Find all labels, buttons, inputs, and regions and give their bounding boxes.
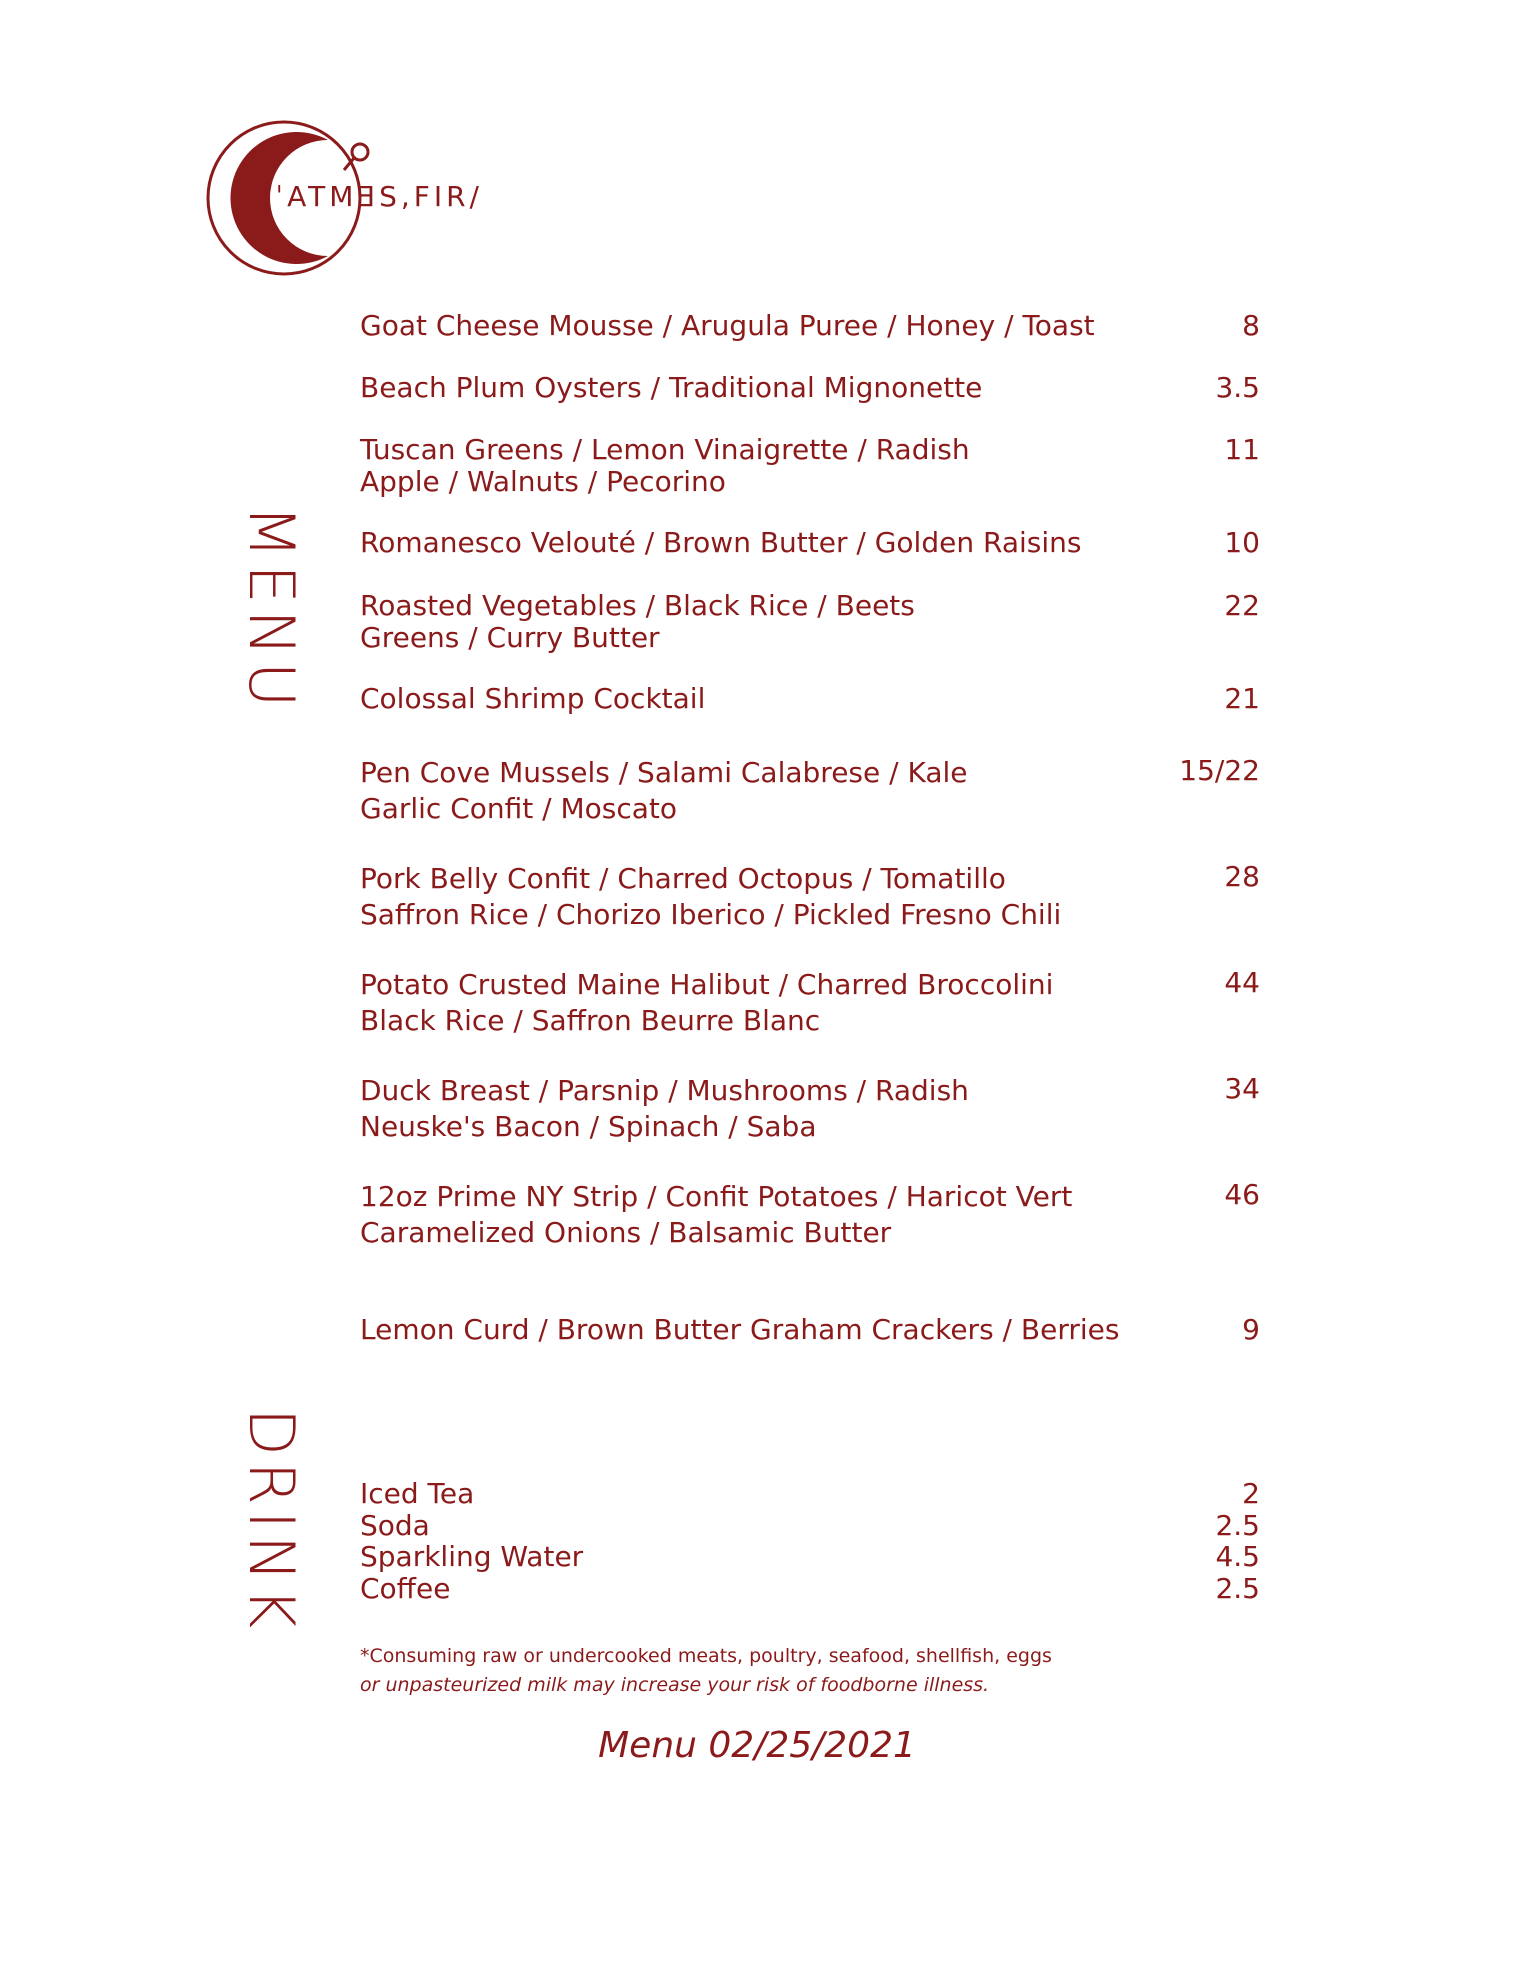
menu-item-name: Colossal Shrimp Cocktail — [360, 682, 706, 715]
menu-side-label: MENU — [235, 505, 308, 714]
menu-item — [360, 1314, 1260, 1346]
menu-item — [360, 861, 1260, 933]
menu-item-price: 34 — [1224, 1072, 1260, 1105]
menu-item — [360, 1073, 1260, 1145]
drink-item — [360, 1573, 1260, 1605]
menu-item-price: 15/22 — [1179, 754, 1260, 787]
menu-item-name: Lemon Curd / Brown Butter Graham Crackers / Berries — [360, 1313, 1120, 1346]
menu-item — [360, 1179, 1260, 1251]
menu-item-name: 12oz Prime NY Strip / Confit Potatoes / Haricot Vert Caramelized Onions / Balsamic Butter — [360, 1180, 1073, 1249]
menu-item-name: Romanesco Velouté / Brown Butter / Golden Raisins — [360, 526, 1082, 559]
menu-item-price: 11 — [1224, 433, 1260, 466]
menu-item — [360, 372, 1260, 404]
drink-name: Iced Tea — [360, 1477, 475, 1510]
disclaimer-line-1: *Consuming raw or undercooked meats, poultry, seafood, shellfish, eggs — [360, 1645, 1052, 1667]
menu-item-name: Beach Plum Oysters / Traditional Mignonette — [360, 371, 983, 404]
drink-name: Soda — [360, 1508, 430, 1542]
drink-item — [360, 1510, 1260, 1542]
menu-date-footer — [0, 1725, 1530, 1766]
drink-price: 2 — [1242, 1477, 1260, 1510]
menu-item — [360, 310, 1260, 342]
menu-item — [360, 434, 1260, 498]
drink-name: Sparkling Water — [360, 1540, 584, 1573]
menu-item-name: Potato Crusted Maine Halibut / Charred Broccolini Black Rice / Saffron Beurre Blanc — [360, 968, 1054, 1037]
menu-item-name: Pork Belly Confit / Charred Octopus / Tomatillo Saffron Rice / Chorizo Iberico / Pickled Fresno Chili — [360, 862, 1062, 931]
menu-item-name: Tuscan Greens / Lemon Vinaigrette / Radish Apple / Walnuts / Pecorino — [360, 433, 970, 498]
menu-item — [360, 755, 1260, 827]
menu-item — [360, 683, 1260, 715]
disclaimer-line-2: or unpasteurized milk may increase your risk of foodborne illness. — [360, 1674, 990, 1696]
menu-item-name: Roasted Vegetables / Black Rice / Beets Greens / Curry Butter — [360, 589, 915, 654]
drink-side-label: DRINK — [235, 1408, 308, 1635]
logo-mark — [198, 118, 538, 278]
menu-item-price: 44 — [1224, 966, 1260, 999]
drink-name: Coffee — [360, 1571, 451, 1605]
menu-item-name: Pen Cove Mussels / Salami Calabrese / Kale Garlic Confit / Moscato — [360, 756, 968, 825]
food-safety-disclaimer — [360, 1642, 1052, 1700]
drink-item — [360, 1478, 1260, 1510]
restaurant-logo — [198, 118, 538, 278]
drink-price: 2.5 — [1215, 1571, 1260, 1605]
drink-price: 4.5 — [1215, 1540, 1260, 1573]
menu-item — [360, 527, 1260, 559]
menu-item-price: 8 — [1242, 309, 1260, 342]
menu-item-name: Duck Breast / Parsnip / Mushrooms / Radish Neuske's Bacon / Spinach / Saba — [360, 1074, 969, 1143]
menu-item-price: 46 — [1224, 1178, 1260, 1211]
menu-item-price: 9 — [1242, 1313, 1260, 1346]
menu-item-price: 10 — [1224, 526, 1260, 559]
logo-wordmark: /ˈATMƎS,FIR/ — [262, 180, 483, 213]
menu-date-text: Menu 02/25/2021 — [598, 1725, 916, 1766]
menu-item-price: 3.5 — [1215, 371, 1260, 404]
drink-item — [360, 1541, 1260, 1573]
menu-item-price: 28 — [1224, 860, 1260, 893]
menu-item-name: Goat Cheese Mousse / Arugula Puree / Honey / Toast — [360, 309, 1095, 342]
drinks-list — [360, 1478, 1260, 1604]
drink-price: 2.5 — [1215, 1508, 1260, 1542]
menu-item-price: 22 — [1224, 589, 1260, 622]
menu-item — [360, 590, 1260, 654]
menu-item-price: 21 — [1224, 682, 1260, 715]
menu-item — [360, 967, 1260, 1039]
